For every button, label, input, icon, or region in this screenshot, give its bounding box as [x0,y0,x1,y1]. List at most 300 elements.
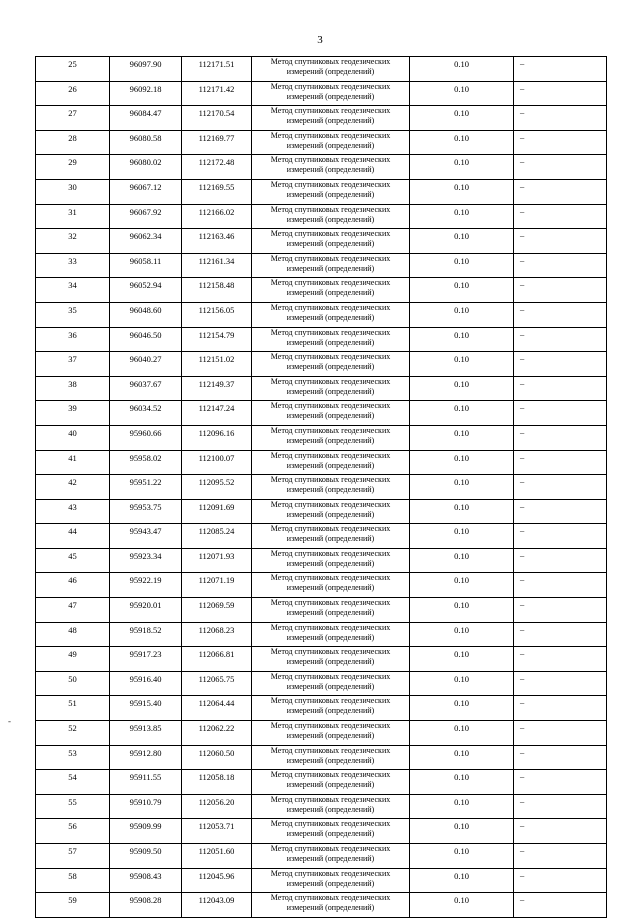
method-line-2: измерений (определений) [286,411,375,421]
y-coordinate-cell: 112095.52 [182,475,252,500]
method-line-1: Метод спутниковых геодезических [270,302,391,312]
method-cell [252,57,410,82]
method-cell [252,81,410,106]
method-cell [252,696,410,721]
description-cell: – [514,450,607,475]
point-number-cell: 49 [36,647,110,672]
description-cell: – [514,352,607,377]
method-line-2: измерений (определений) [286,140,375,150]
method-line-2: измерений (определений) [286,903,375,913]
method-cell [252,302,410,327]
y-coordinate-cell: 112151.02 [182,352,252,377]
accuracy-cell: 0.10 [410,647,514,672]
x-coordinate-cell: 96048.60 [110,302,182,327]
method-line-1: Метод спутниковых геодезических [270,524,391,534]
table-row [36,401,607,426]
x-coordinate-cell: 96084.47 [110,106,182,131]
point-number-cell: 51 [36,696,110,721]
accuracy-cell: 0.10 [410,770,514,795]
accuracy-cell: 0.10 [410,81,514,106]
y-coordinate-cell: 112169.55 [182,179,252,204]
x-coordinate-cell: 95910.79 [110,794,182,819]
method-line-1: Метод спутниковых геодезических [270,647,391,657]
point-number-cell: 39 [36,401,110,426]
description-cell: – [514,548,607,573]
method-cell [252,450,410,475]
method-cell [252,376,410,401]
y-coordinate-cell: 112085.24 [182,524,252,549]
y-coordinate-cell: 112066.81 [182,647,252,672]
method-line-2: измерений (определений) [286,558,375,568]
method-line-2: измерений (определений) [286,91,375,101]
description-cell: – [514,499,607,524]
x-coordinate-cell: 95915.40 [110,696,182,721]
table-row [36,130,607,155]
table-row [36,229,607,254]
method-line-1: Метод спутниковых геодезических [270,352,391,362]
y-coordinate-cell: 112060.50 [182,745,252,770]
y-coordinate-cell: 112147.24 [182,401,252,426]
description-cell: – [514,868,607,893]
method-cell [252,548,410,573]
accuracy-cell: 0.10 [410,106,514,131]
y-coordinate-cell: 112058.18 [182,770,252,795]
table-row [36,573,607,598]
accuracy-cell: 0.10 [410,401,514,426]
table-row [36,81,607,106]
description-cell: – [514,327,607,352]
description-cell: – [514,81,607,106]
table-row [36,352,607,377]
point-number-cell: 34 [36,278,110,303]
accuracy-cell: 0.10 [410,253,514,278]
point-number-cell: 45 [36,548,110,573]
point-number-cell: 55 [36,794,110,819]
x-coordinate-cell: 96067.12 [110,179,182,204]
method-line-2: измерений (определений) [286,706,375,716]
point-number-cell: 57 [36,844,110,869]
method-line-1: Метод спутниковых геодезических [270,794,391,804]
method-line-1: Метод спутниковых геодезических [270,475,391,485]
method-cell [252,327,410,352]
method-line-2: измерений (определений) [286,165,375,175]
table-row [36,475,607,500]
method-cell [252,573,410,598]
x-coordinate-cell: 96034.52 [110,401,182,426]
x-coordinate-cell: 96037.67 [110,376,182,401]
method-line-1: Метод спутниковых геодезических [270,130,391,140]
method-cell [252,868,410,893]
method-cell [252,819,410,844]
method-line-1: Метод спутниковых геодезических [270,57,391,66]
point-number-cell: 58 [36,868,110,893]
method-line-1: Метод спутниковых геодезических [270,425,391,435]
y-coordinate-cell: 112053.71 [182,819,252,844]
description-cell: – [514,179,607,204]
table-row [36,844,607,869]
table-row [36,450,607,475]
point-number-cell: 25 [36,57,110,82]
table-row [36,278,607,303]
method-line-1: Метод спутниковых геодезических [270,450,391,460]
point-number-cell: 46 [36,573,110,598]
accuracy-cell: 0.10 [410,819,514,844]
description-cell: – [514,229,607,254]
method-cell [252,278,410,303]
accuracy-cell: 0.10 [410,155,514,180]
x-coordinate-cell: 95917.23 [110,647,182,672]
table-row [36,770,607,795]
description-cell: – [514,401,607,426]
y-coordinate-cell: 112158.48 [182,278,252,303]
method-line-1: Метод спутниковых геодезических [270,696,391,706]
method-line-1: Метод спутниковых геодезических [270,278,391,288]
method-line-2: измерений (определений) [286,386,375,396]
description-cell: – [514,770,607,795]
method-line-1: Метод спутниковых геодезических [270,499,391,509]
x-coordinate-cell: 95960.66 [110,425,182,450]
accuracy-cell: 0.10 [410,57,514,82]
method-line-1: Метод спутниковых геодезических [270,721,391,731]
method-cell [252,204,410,229]
x-coordinate-cell: 96058.11 [110,253,182,278]
method-cell [252,475,410,500]
method-cell [252,721,410,746]
method-cell [252,253,410,278]
accuracy-cell: 0.10 [410,721,514,746]
description-cell: – [514,721,607,746]
method-cell [252,598,410,623]
y-coordinate-cell: 112043.09 [182,893,252,918]
y-coordinate-cell: 112056.20 [182,794,252,819]
description-cell: – [514,671,607,696]
method-cell [252,352,410,377]
accuracy-cell: 0.10 [410,229,514,254]
method-line-2: измерений (определений) [286,657,375,667]
y-coordinate-cell: 112156.05 [182,302,252,327]
method-line-2: измерений (определений) [286,239,375,249]
method-line-1: Метод спутниковых геодезических [270,548,391,558]
y-coordinate-cell: 112071.19 [182,573,252,598]
accuracy-cell: 0.10 [410,450,514,475]
x-coordinate-cell: 96067.92 [110,204,182,229]
accuracy-cell: 0.10 [410,893,514,918]
y-coordinate-cell: 112170.54 [182,106,252,131]
method-line-2: измерений (определений) [286,312,375,322]
table-row [36,622,607,647]
y-coordinate-cell: 112096.16 [182,425,252,450]
accuracy-cell: 0.10 [410,524,514,549]
y-coordinate-cell: 112062.22 [182,721,252,746]
x-coordinate-cell: 95951.22 [110,475,182,500]
table-row [36,179,607,204]
accuracy-cell: 0.10 [410,573,514,598]
description-cell: – [514,376,607,401]
method-line-1: Метод спутниковых геодезических [270,573,391,583]
y-coordinate-cell: 112071.93 [182,548,252,573]
x-coordinate-cell: 96080.02 [110,155,182,180]
table-row [36,106,607,131]
accuracy-cell: 0.10 [410,327,514,352]
x-coordinate-cell: 96080.58 [110,130,182,155]
table-row [36,868,607,893]
method-line-1: Метод спутниковых геодезических [270,179,391,189]
method-line-1: Метод спутниковых геодезических [270,622,391,632]
method-line-2: измерений (определений) [286,67,375,76]
method-line-1: Метод спутниковых геодезических [270,598,391,608]
method-line-2: измерений (определений) [286,435,375,445]
method-cell [252,647,410,672]
table-row [36,745,607,770]
description-cell: – [514,57,607,82]
table-row [36,204,607,229]
description-cell: – [514,819,607,844]
method-cell [252,499,410,524]
method-line-1: Метод спутниковых геодезических [270,770,391,780]
description-cell: – [514,302,607,327]
table-row [36,524,607,549]
accuracy-cell: 0.10 [410,302,514,327]
y-coordinate-cell: 112169.77 [182,130,252,155]
method-line-1: Метод спутниковых геодезических [270,155,391,165]
description-cell: – [514,475,607,500]
method-cell [252,130,410,155]
accuracy-cell: 0.10 [410,622,514,647]
method-cell [252,794,410,819]
point-number-cell: 53 [36,745,110,770]
table-row [36,548,607,573]
x-coordinate-cell: 96097.90 [110,57,182,82]
method-line-1: Метод спутниковых геодезических [270,81,391,91]
y-coordinate-cell: 112154.79 [182,327,252,352]
method-cell [252,179,410,204]
method-cell [252,770,410,795]
method-line-1: Метод спутниковых геодезических [270,376,391,386]
table-row [36,253,607,278]
accuracy-cell: 0.10 [410,598,514,623]
point-number-cell: 30 [36,179,110,204]
method-line-1: Метод спутниковых геодезических [270,671,391,681]
method-line-2: измерений (определений) [286,854,375,863]
method-line-2: измерений (определений) [286,755,375,765]
accuracy-cell: 0.10 [410,179,514,204]
y-coordinate-cell: 112068.23 [182,622,252,647]
method-cell [252,524,410,549]
method-cell [252,106,410,131]
y-coordinate-cell: 112064.44 [182,696,252,721]
method-line-1: Метод спутниковых геодезических [270,401,391,411]
x-coordinate-cell: 95909.99 [110,819,182,844]
point-number-cell: 47 [36,598,110,623]
method-line-1: Метод спутниковых геодезических [270,868,391,878]
point-number-cell: 31 [36,204,110,229]
y-coordinate-cell: 112091.69 [182,499,252,524]
point-number-cell: 54 [36,770,110,795]
table-row [36,499,607,524]
method-line-2: измерений (определений) [286,534,375,544]
method-line-2: измерений (определений) [286,214,375,224]
method-line-2: измерений (определений) [286,189,375,199]
description-cell: – [514,253,607,278]
table-row [36,794,607,819]
accuracy-cell: 0.10 [410,499,514,524]
table-row [36,696,607,721]
method-line-1: Метод спутниковых геодезических [270,844,391,853]
description-cell: – [514,598,607,623]
point-number-cell: 27 [36,106,110,131]
method-line-1: Метод спутниковых геодезических [270,893,391,903]
description-cell: – [514,794,607,819]
accuracy-cell: 0.10 [410,376,514,401]
method-line-2: измерений (определений) [286,780,375,790]
method-cell [252,745,410,770]
method-cell [252,401,410,426]
point-number-cell: 26 [36,81,110,106]
method-line-2: измерений (определений) [286,608,375,618]
point-number-cell: 59 [36,893,110,918]
point-number-cell: 44 [36,524,110,549]
description-cell: – [514,204,607,229]
description-cell: – [514,696,607,721]
method-line-2: измерений (определений) [286,583,375,593]
y-coordinate-cell: 112069.59 [182,598,252,623]
method-cell [252,155,410,180]
description-cell: – [514,155,607,180]
table-row [36,302,607,327]
x-coordinate-cell: 95923.34 [110,548,182,573]
x-coordinate-cell: 96092.18 [110,81,182,106]
x-coordinate-cell: 95911.55 [110,770,182,795]
method-line-2: измерений (определений) [286,829,375,839]
method-line-1: Метод спутниковых геодезических [270,204,391,214]
method-line-2: измерений (определений) [286,288,375,298]
method-line-2: измерений (определений) [286,337,375,347]
point-number-cell: 37 [36,352,110,377]
method-line-1: Метод спутниковых геодезических [270,745,391,755]
description-cell: – [514,893,607,918]
table-row [36,721,607,746]
table-row [36,598,607,623]
point-number-cell: 33 [36,253,110,278]
accuracy-cell: 0.10 [410,425,514,450]
point-number-cell: 56 [36,819,110,844]
table-row [36,425,607,450]
point-number-cell: 32 [36,229,110,254]
x-coordinate-cell: 95958.02 [110,450,182,475]
description-cell: – [514,844,607,869]
accuracy-cell: 0.10 [410,745,514,770]
description-cell: – [514,745,607,770]
accuracy-cell: 0.10 [410,278,514,303]
point-number-cell: 29 [36,155,110,180]
accuracy-cell: 0.10 [410,130,514,155]
coordinates-table-body [36,57,607,918]
point-number-cell: 35 [36,302,110,327]
method-line-2: измерений (определений) [286,878,375,888]
table-row [36,671,607,696]
method-line-1: Метод спутниковых геодезических [270,253,391,263]
y-coordinate-cell: 112171.42 [182,81,252,106]
table-row [36,819,607,844]
x-coordinate-cell: 95922.19 [110,573,182,598]
point-number-cell: 28 [36,130,110,155]
method-line-2: измерений (определений) [286,263,375,273]
y-coordinate-cell: 112172.48 [182,155,252,180]
point-number-cell: 41 [36,450,110,475]
y-coordinate-cell: 112149.37 [182,376,252,401]
x-coordinate-cell: 95908.43 [110,868,182,893]
y-coordinate-cell: 112166.02 [182,204,252,229]
x-coordinate-cell: 96062.34 [110,229,182,254]
table-row [36,327,607,352]
method-cell [252,425,410,450]
x-coordinate-cell: 96052.94 [110,278,182,303]
table-row [36,57,607,82]
y-coordinate-cell: 112045.96 [182,868,252,893]
y-coordinate-cell: 112171.51 [182,57,252,82]
x-coordinate-cell: 96046.50 [110,327,182,352]
description-cell: – [514,130,607,155]
accuracy-cell: 0.10 [410,475,514,500]
point-number-cell: 48 [36,622,110,647]
x-coordinate-cell: 95913.85 [110,721,182,746]
point-number-cell: 40 [36,425,110,450]
method-line-1: Метод спутниковых геодезических [270,327,391,337]
y-coordinate-cell: 112051.60 [182,844,252,869]
y-coordinate-cell: 112065.75 [182,671,252,696]
point-number-cell: 42 [36,475,110,500]
table-row [36,155,607,180]
method-cell [252,622,410,647]
method-line-2: измерений (определений) [286,116,375,126]
description-cell: – [514,524,607,549]
method-cell [252,229,410,254]
x-coordinate-cell: 95912.80 [110,745,182,770]
x-coordinate-cell: 95953.75 [110,499,182,524]
method-line-2: измерений (определений) [286,485,375,495]
x-coordinate-cell: 96040.27 [110,352,182,377]
point-number-cell: 52 [36,721,110,746]
y-coordinate-cell: 112161.34 [182,253,252,278]
point-number-cell: 36 [36,327,110,352]
method-line-2: измерений (определений) [286,632,375,642]
x-coordinate-cell: 95909.50 [110,844,182,869]
method-line-2: измерений (определений) [286,731,375,741]
method-line-1: Метод спутниковых геодезических [270,819,391,829]
margin-mark: - [8,716,11,726]
point-number-cell: 38 [36,376,110,401]
method-line-2: измерений (определений) [286,681,375,691]
method-cell [252,671,410,696]
y-coordinate-cell: 112100.07 [182,450,252,475]
accuracy-cell: 0.10 [410,548,514,573]
point-number-cell: 50 [36,671,110,696]
accuracy-cell: 0.10 [410,794,514,819]
method-line-2: измерений (определений) [286,804,375,814]
accuracy-cell: 0.10 [410,868,514,893]
x-coordinate-cell: 95908.28 [110,893,182,918]
accuracy-cell: 0.10 [410,352,514,377]
x-coordinate-cell: 95920.01 [110,598,182,623]
description-cell: – [514,425,607,450]
method-line-1: Метод спутниковых геодезических [270,106,391,116]
description-cell: – [514,622,607,647]
method-cell [252,844,410,869]
accuracy-cell: 0.10 [410,671,514,696]
method-line-2: измерений (определений) [286,460,375,470]
method-line-1: Метод спутниковых геодезических [270,229,391,239]
accuracy-cell: 0.10 [410,204,514,229]
